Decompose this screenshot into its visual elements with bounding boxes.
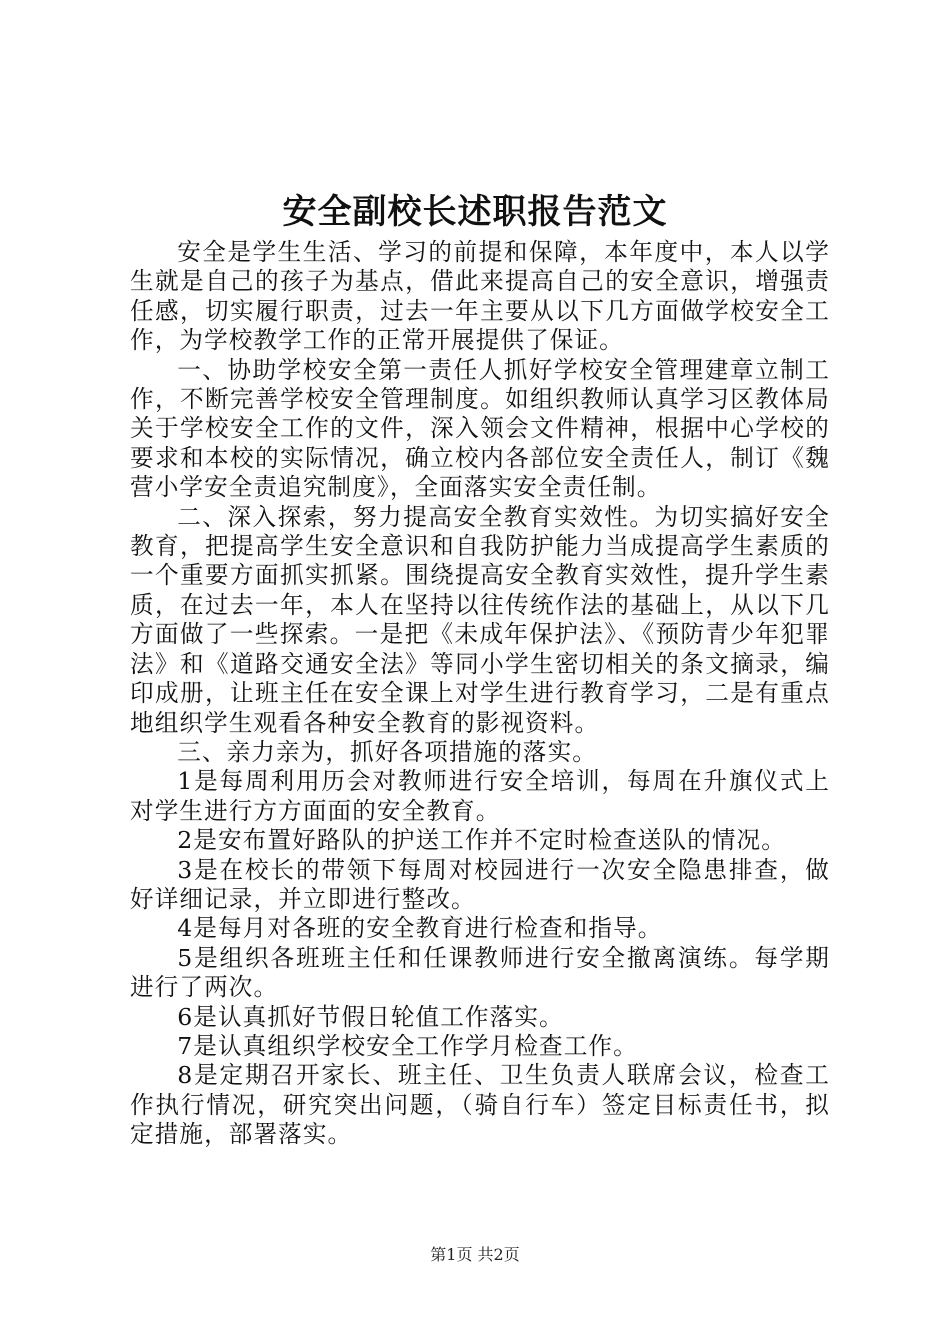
document-title: 安全副校长述职报告范文	[282, 192, 668, 232]
paragraph-section-1: 一、协助学校安全第一责任人抓好学校安全管理建章立制工作，不断完善学校安全管理制度。如组织教师认真学习区教体局关于学校安全工作的文件，深入领会文件精神，根据中心学校的要求和本校的实际情况，确立校内各部位安全责任人，制订《魏营小学安全责追究制度》，全面落实安全责任制。	[130, 355, 830, 502]
page-footer: 第1页 共2页	[430, 1245, 520, 1264]
paragraph-item-4: 4是每月对各班的安全教育进行检查和指导。	[177, 914, 663, 943]
document-body	[130, 238, 830, 1150]
paragraph-section-2: 二、深入探索，努力提高安全教育实效性。为切实搞好安全教育，把提高学生安全意识和自我防护能力当成提高学生素质的一个重要方面抓实抓紧。围绕提高安全教育实效性，提升学生素质，在过去一年，本人在坚持以往传统作法的基础上，从以下几方面做了一些探索。一是把《未成年保护法》、《预防青少年犯罪法》和《道路交通安全法》等同小学生密切相关的条文摘录，编印成册，让班主任在安全课上对学生进行教育学习，二是有重点地组织学生观看各种安全教育的影视资料。	[130, 502, 830, 737]
paragraph-item-6: 6是认真抓好节假日轮值工作落实。	[177, 1002, 564, 1031]
paragraph-item-3: 3是在校长的带领下每周对校园进行一次安全隐患排查，做好详细记录，并立即进行整改。	[130, 855, 830, 913]
paragraph-item-1: 1是每周利用历会对教师进行安全培训，每周在升旗仪式上对学生进行方方面面的安全教育。	[130, 767, 830, 825]
paragraph-item-7: 7是认真组织学校安全工作学月检查工作。	[177, 1031, 638, 1060]
paragraph-item-5: 5是组织各班班主任和任课教师进行安全撤离演练。每学期进行了两次。	[130, 943, 830, 1002]
paragraph-item-2: 2是安布置好路队的护送工作并不定时检查送队的情况。	[177, 826, 786, 855]
paragraph-intro: 安全是学生生活、学习的前提和保障，本年度中，本人以学生就是自己的孩子为基点，借此来提高自己的安全意识，增强责任感，切实履行职责，过去一年主要从以下几方面做学校安全工作，为学校教学工作的正常开展提供了保证。	[130, 238, 830, 355]
paragraph-item-8: 8是定期召开家长、班主任、卫生负责人联席会议，检查工作执行情况，研究突出问题，（骑自行车）签定目标责任书，拟定措施，部署落实。	[130, 1061, 830, 1149]
paragraph-section-3: 三、亲力亲为，抓好各项措施的落实。	[177, 737, 597, 766]
